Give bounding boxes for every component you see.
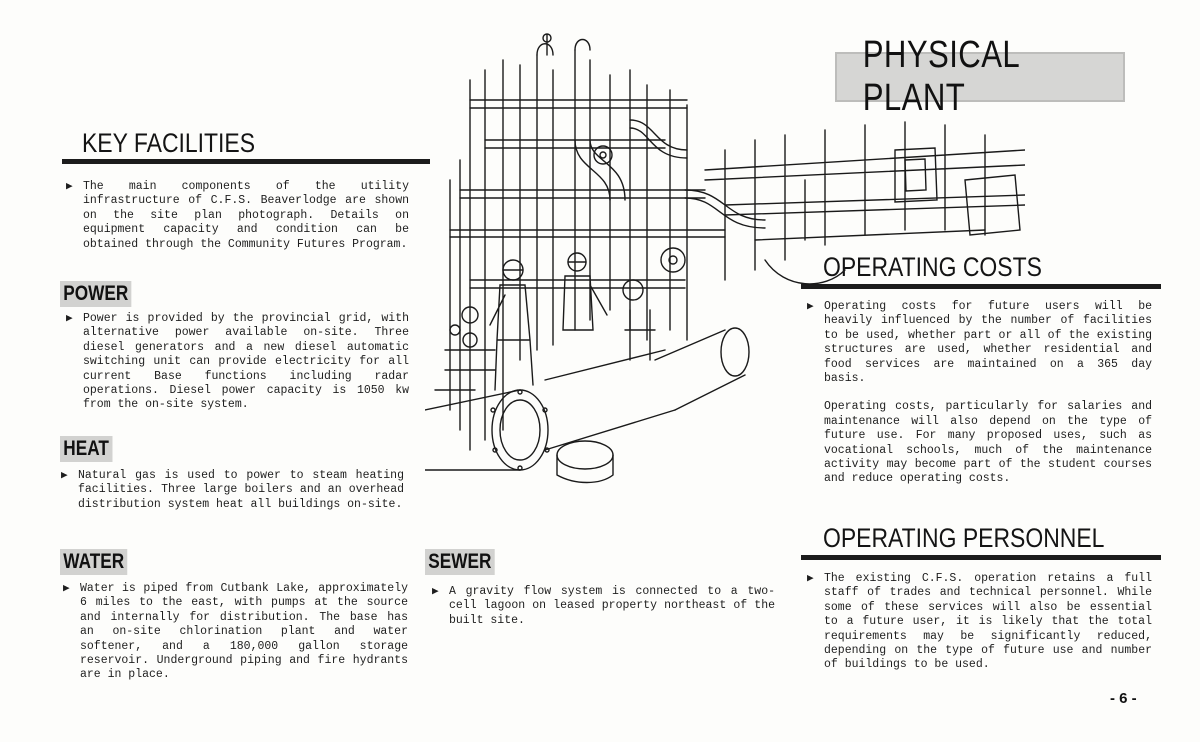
operating-personnel-text: The existing C.F.S. operation retains a full staff of trades and technical personnel. While some of these services will also be essential to a future user, it is likely that the total requirements may be significantly reduced, depending on the type of future use and number of buildings to be used.	[824, 572, 1152, 672]
operating-personnel-heading: OPERATING PERSONNEL	[823, 523, 1105, 553]
sewer-text: A gravity flow system is connected to a two-cell lagoon on leased property northeast of the built site.	[449, 585, 775, 627]
sewer-heading: SEWER	[425, 549, 495, 575]
operating-costs-text-1: Operating costs for future users will be heavily influenced by the number of facilities to be used, whether part or all of the existing structures are used, whether residential and food services are maintained on a 365 day basis.	[824, 300, 1152, 386]
water-heading: WATER	[60, 549, 127, 575]
boiler-room-illustration	[425, 30, 1025, 490]
heat-heading: HEAT	[60, 436, 112, 462]
bullet-icon: ▶	[63, 583, 70, 595]
sewer-paragraph	[432, 585, 775, 628]
heat-paragraph	[61, 469, 404, 512]
key-facilities-paragraph	[66, 180, 409, 252]
key-facilities-heading: KEY FACILITIES	[82, 128, 256, 158]
operating-personnel-rule	[801, 555, 1161, 560]
operating-costs-text-2: Operating costs, particularly for salaries and maintenance will also depend on the type of future use. For many proposed uses, such as vocational schools, much of the maintenance activity may become part of the student courses and reduce operating costs.	[824, 400, 1152, 486]
heat-text: Natural gas is used to power to steam heating facilities. Three large boilers and an overhead distribution system heat all buildings on-site.	[78, 469, 404, 511]
operating-costs-heading: OPERATING COSTS	[823, 252, 1042, 282]
bullet-icon: ▶	[66, 313, 73, 325]
power-paragraph	[66, 312, 409, 413]
key-facilities-text: The main components of the utility infrastructure of C.F.S. Beaverlodge are shown on the site plan photograph. Details on equipment capacity and condition can be obtained through the Community Futures Program.	[83, 180, 409, 251]
bullet-icon: ▶	[807, 301, 814, 313]
bullet-icon: ▶	[807, 573, 814, 585]
power-text: Power is provided by the provincial grid, with alternative power available on-site. Three diesel generators and a new diesel automatic switching unit can provide electricity for all current Base functions including radar operations. Diesel power capacity is 1050 kw from the on-site system.	[83, 312, 409, 412]
water-text: Water is piped from Cutbank Lake, approximately 6 miles to the east, with pumps at the source and internally for distribution. The base has an on-site chlorination plant and water softener, and a 180,000 gallon storage reservoir. Underground piping and fire hydrants are in place.	[80, 582, 408, 682]
bullet-icon: ▶	[432, 586, 439, 598]
page-number: - 6 -	[1110, 690, 1137, 707]
water-paragraph	[63, 582, 408, 683]
key-facilities-rule	[62, 159, 430, 164]
bullet-icon: ▶	[66, 181, 73, 193]
power-heading: POWER	[60, 281, 132, 307]
bullet-icon: ▶	[61, 470, 68, 482]
page-title: PHYSICAL PLANT	[862, 34, 1020, 119]
operating-personnel-paragraph	[807, 572, 1152, 673]
